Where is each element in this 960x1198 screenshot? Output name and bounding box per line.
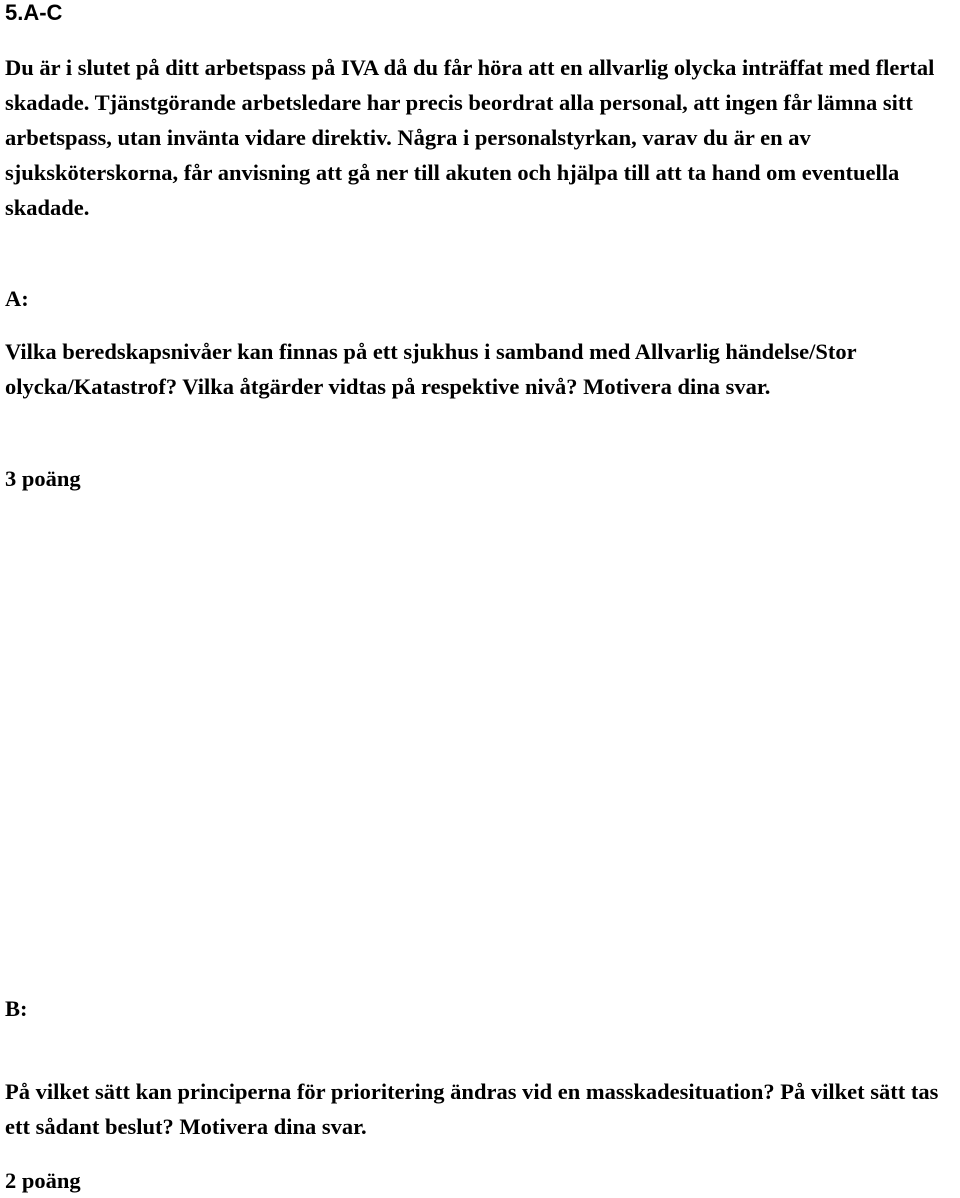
part-b-points: 2 poäng (5, 1168, 81, 1193)
part-a-question: Vilka beredskapsnivåer kan finnas på ett sjukhus i samband med Allvarlig händelse/Stor olycka/Katastrof? Vilka åtgärder vidtas på respektive nivå? Motivera dina svar. (5, 339, 857, 399)
part-b-label: B: (5, 996, 28, 1021)
section-heading: 5.A-C (5, 0, 63, 25)
scenario-text: Du är i slutet på ditt arbetspass på IVA då du får höra att en allvarlig olycka inträffat med flertal skadade. Tjänstgörande arbetsledare har precis beordrat alla personal, att ingen får lämna sitt arbetspass, utan invänta vidare direktiv. Några i personalstyrkan, varav du är en av sjuksköterskorna, får anvisning att gå ner till akuten och hjälpa till att ta hand om eventuella skadade. (5, 55, 935, 220)
part-b-question: På vilket sätt kan principerna för prioritering ändras vid en masskadesituation? På vilket sätt tas ett sådant beslut? Motivera dina svar. (5, 1079, 939, 1139)
part-a-label: A: (5, 286, 29, 311)
part-a-points: 3 poäng (5, 466, 81, 491)
